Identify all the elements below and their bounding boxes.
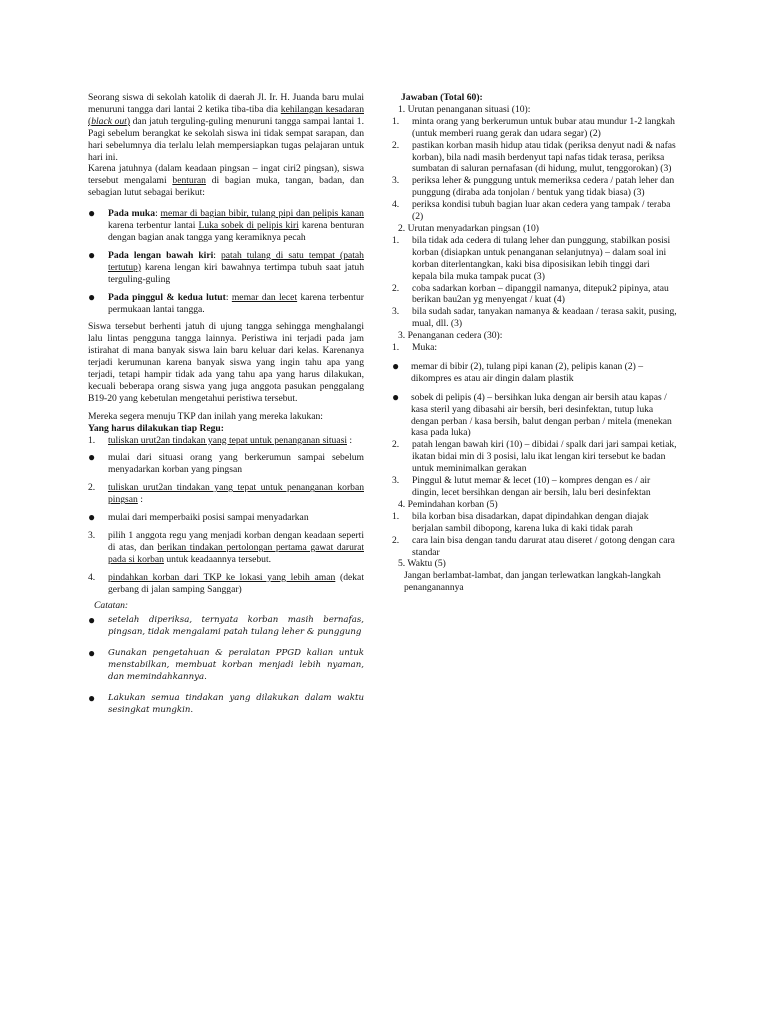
text-segment: Seorang siswa di sekolah katolik di daerah Jl. Ir. H. Juanda baru mulai menuruni tangga dari lantai 2 ketika tiba-tiba dia bbox=[88, 92, 364, 115]
item-number: 1. bbox=[392, 342, 400, 354]
answer-item bbox=[392, 439, 677, 475]
item-number: 1. bbox=[392, 234, 400, 246]
section-1-heading: 1. Urutan penanganan situasi (10): bbox=[398, 103, 531, 115]
section-1-list bbox=[392, 116, 677, 223]
bullet-icon: ● bbox=[88, 646, 96, 661]
item-text: bila sudah sadar, tanyakan namanya & keadaan / terasa sakit, pusing, mual, dll. (3) bbox=[412, 306, 677, 330]
item-text: bila tidak ada cedera di tulang leher dan punggung, stabilkan posisi korban (disiapkan untuk penanganan selanjutnya) – dalam soal ini korban diterlentangkan, kaki bisa diposisikan lebih tinggi dari kepala bila muka tampak pucat (3) bbox=[412, 234, 671, 282]
answer-item bbox=[392, 235, 677, 283]
answer-item bbox=[392, 175, 677, 199]
item-number: 2. bbox=[392, 139, 400, 151]
text-segment: karena terbentur permukaan lantai tangga. bbox=[108, 291, 364, 315]
answer-item bbox=[392, 389, 677, 440]
bullet-icon: ● bbox=[88, 690, 96, 705]
section-5-text: Jangan berlambat-lambat, dan jangan terlewatkan langkah-langkah penanganannya bbox=[404, 570, 661, 594]
section-3-list bbox=[392, 342, 677, 499]
text-segment: (dekat gerbang di jalan samping Sanggar) bbox=[108, 571, 364, 595]
section-2-heading: 2. Urutan menyadarkan pingsan (10) bbox=[398, 222, 539, 234]
item-text: Pinggul & lutut memar & lecet (10) – kompres dengan es / air dingin, lecet bersihkan dengan air bersih, lalu beri desinfektan bbox=[412, 475, 651, 498]
task-item bbox=[88, 452, 364, 476]
item-text bbox=[108, 250, 364, 286]
item-number: 4. bbox=[392, 199, 400, 211]
text-segment: : bbox=[155, 208, 161, 220]
task-item bbox=[88, 435, 364, 447]
bullet-icon: ● bbox=[88, 613, 96, 628]
notes-heading: Catatan: bbox=[94, 599, 129, 611]
item-text bbox=[108, 512, 364, 524]
item-text: pastikan korban masih hidup atau tidak (periksa denyut nadi & nafas korban), bila nadi masih berdenyut tapi nafas tidak terasa, periksa sumbatan di saluran pernafasan (di hidung, mulut, tenggorokan) (3) bbox=[412, 139, 676, 175]
text-segment: karena terbentur lantai bbox=[108, 220, 199, 232]
item-number: 2. bbox=[88, 482, 96, 494]
section-4-heading: 4. Pemindahan korban (5) bbox=[398, 498, 498, 510]
right-column bbox=[392, 92, 677, 594]
text-segment: mulai dari memperbaiki posisi sampai menyadarkan bbox=[108, 512, 309, 524]
bullet-icon: ● bbox=[88, 510, 96, 525]
section-3-heading: 3. Penanganan cedera (30): bbox=[398, 330, 503, 342]
answer-item bbox=[392, 306, 677, 330]
item-text: Muka: bbox=[412, 342, 438, 354]
answer-item bbox=[392, 358, 677, 385]
bullet-icon: ● bbox=[392, 389, 400, 404]
item-text: bila korban bisa disadarkan, dapat dipindahkan dengan diajak berjalan sambil dibopong, karena luka di kaki tidak parah bbox=[412, 510, 649, 534]
item-number: 1. bbox=[392, 115, 400, 127]
text-segment: Karena jatuhnya (dalam keadaan pingsan – ingat ciri2 pingsan), siswa tersebut mengalami bbox=[88, 163, 364, 187]
bullet-icon: ● bbox=[392, 358, 400, 373]
item-text: cara lain bisa dengan tandu darurat atau diseret / gotong dengan cara standar bbox=[412, 534, 675, 558]
text-segment: mulai dari situasi orang yang berkerumun sampai sebelum menyadarkan korban yang pingsan bbox=[108, 452, 364, 476]
text-segment: karena lengan kiri bawahnya tertimpa tubuh saat jatuh terguling-guling bbox=[108, 261, 364, 285]
bold-text: Pada muka bbox=[108, 208, 156, 220]
note-item bbox=[88, 690, 364, 717]
injury-item bbox=[88, 289, 364, 316]
text-segment: : bbox=[137, 494, 143, 506]
bullet-icon: ● bbox=[88, 247, 96, 262]
underlined-text: Luka sobek di pelipis kiri bbox=[198, 220, 299, 232]
notes-list bbox=[88, 615, 364, 716]
item-text: memar di bibir (2), tulang pipi kanan (2), pelipis kanan (2) – dikompres es atau air dingin dalam plastik bbox=[411, 360, 644, 384]
item-text bbox=[108, 572, 364, 596]
underlined-text: benturan bbox=[172, 175, 206, 187]
bullet-icon: ● bbox=[88, 206, 96, 221]
section-4-list bbox=[392, 511, 677, 559]
bold-text: Pada lengan bawah kiri bbox=[108, 249, 214, 261]
item-text: patah lengan bawah kiri (10) – dibidai / spalk dari jari sampai ketiak, ikatan bidai min di 3 posisi, lalu ikat lengan kiri tersebut ke badan untuk meminimalkan gerakan bbox=[412, 439, 677, 475]
item-text bbox=[108, 435, 364, 447]
item-number: 1. bbox=[88, 434, 96, 446]
item-text bbox=[108, 208, 364, 244]
underlined-text: berikan tindakan pertolongan pertama gawat darurat pada si korban bbox=[108, 541, 364, 565]
item-text: coba sadarkan korban – dipanggil namanya, ditepuk2 pipinya, atau berikan bau2an yg menyengat / kuat (4) bbox=[412, 282, 669, 306]
item-text bbox=[108, 292, 364, 316]
answer-item bbox=[392, 342, 677, 354]
injury-intro-paragraph bbox=[88, 163, 364, 199]
underlined-text: tuliskan urut2an tindakan yang tepat untuk penanganan korban pingsan bbox=[108, 482, 364, 506]
text-segment: dan jatuh terguling-guling menuruni tangga sampai lantai 1. Pagi sebelum berangkat ke sekolah siswa ini tidak sempat sarapan, dan hari sebelumnya dia terlalu lelah mempersiapkan tugas pelajaran untuk hari ini. bbox=[88, 115, 365, 163]
bullet-icon: ● bbox=[88, 289, 96, 304]
item-text bbox=[108, 482, 364, 506]
underlined-text: kehilangan kesadaran ( bbox=[88, 103, 364, 127]
answer-item bbox=[392, 475, 677, 499]
answer-item bbox=[392, 511, 677, 535]
section-5-heading: 5. Waktu (5) bbox=[398, 558, 446, 570]
note-text: Lakukan semua tindakan yang dilakukan dalam waktu sesingkat mungkin. bbox=[108, 692, 364, 715]
task-list bbox=[88, 435, 364, 596]
bold-text: Pada pinggul & kedua lutut bbox=[108, 291, 226, 303]
text-segment: : bbox=[347, 434, 353, 446]
tkp-paragraph: Mereka segera menuju TKP dan inilah yang mereka lakukan: bbox=[88, 410, 323, 422]
item-text bbox=[108, 452, 364, 476]
injury-list bbox=[88, 208, 364, 315]
item-text: periksa leher & punggung untuk memeriksa cedera / patah leher dan punggung (diraba ada tonjolan / bentuk yang tidak biasa) (3) bbox=[412, 175, 675, 199]
task-item bbox=[88, 512, 364, 524]
task-item bbox=[88, 530, 364, 566]
note-text: Gunakan pengetahuan & peralatan PPGD kalian untuk menstabilkan, membuat korban menjadi lebih nyaman, dan memindahkannya. bbox=[108, 648, 364, 683]
item-number: 2. bbox=[392, 282, 400, 294]
item-number: 3. bbox=[392, 475, 400, 487]
text-segment: : bbox=[225, 291, 232, 303]
underlined-text: memar di bagian bibir, tulang pipi dan pelipis kanan bbox=[160, 208, 364, 220]
note-text: setelah diperiksa, ternyata korban masih bernafas, pingsan, tidak mengalami patah tulang leher & punggung bbox=[108, 615, 364, 638]
item-number: 3. bbox=[392, 175, 400, 187]
answer-heading: Jawaban (Total 60): bbox=[401, 92, 483, 103]
answer-item bbox=[392, 199, 677, 223]
item-number: 1. bbox=[392, 510, 400, 522]
note-item bbox=[88, 615, 364, 639]
item-text: sobek di pelipis (4) – bersihkan luka dengan air bersih atau kapas / kasa steril yang dibasahi air bersih, beri desinfektan, tutup luka dengan perban / kasa bersih, balut dengan perban / mitela (menekan kasa pada luka) bbox=[411, 391, 672, 439]
item-text: minta orang yang berkerumun untuk bubar atau mundur 1-2 langkah (untuk memberi ruang gerak dan udara segar) (2) bbox=[412, 115, 675, 139]
item-number: 2. bbox=[392, 534, 400, 546]
intro-paragraph bbox=[88, 92, 364, 163]
task-item bbox=[88, 482, 364, 506]
text-segment: pilih 1 anggota regu yang menjadi korban dengan keadaan seperti di atas, dan bbox=[108, 530, 364, 553]
injury-item bbox=[88, 247, 364, 286]
underlined-text: black out bbox=[91, 115, 127, 127]
item-text bbox=[108, 530, 364, 566]
left-column bbox=[88, 92, 364, 717]
item-number: 3. bbox=[88, 530, 96, 541]
text-segment: untuk keadaannya tersebut. bbox=[163, 553, 272, 565]
underlined-text: ) bbox=[126, 115, 131, 127]
item-text: periksa kondisi tubuh bagian luar akan cedera yang tampak / teraba (2) bbox=[412, 199, 671, 223]
text-segment: karena benturan dengan bagian anak tangga yang keramiknya pecah bbox=[108, 220, 364, 243]
item-number: 4. bbox=[88, 571, 96, 583]
underlined-text: tuliskan urut2an tindakan yang tepat untuk penanganan situasi bbox=[108, 434, 347, 446]
item-number: 2. bbox=[392, 439, 400, 451]
item-number: 3. bbox=[392, 306, 400, 318]
bullet-icon: ● bbox=[88, 450, 96, 465]
injury-item bbox=[88, 208, 364, 244]
situation-paragraph: Siswa tersebut berhenti jatuh di ujung tangga sehingga menghalangi lalu lintas pengguna tangga lainnya. Peristiwa ini terjadi pada jam istirahat di mana banyak siswa lain baru keluar dari kelas. Karenanya terjadi kerumunan karena banyak siswa yang ingin tahu apa yang terjadi, tetapi hampir tidak ada yang tahu apa yang harus dilakukan, kecuali beberapa orang siswa yang juga anggota pasukan penggalang B19-20 yang kebetulan mengetahui peristiwa tersebut. bbox=[88, 321, 364, 404]
answer-item bbox=[392, 116, 677, 140]
task-item bbox=[88, 572, 364, 596]
underlined-text: patah tulang di satu tempat (patah tertutup) bbox=[108, 249, 364, 273]
text-segment: di bagian muka, tangan, badan, dan sebagian lutut sebagai berikut: bbox=[88, 175, 364, 199]
section-2-list bbox=[392, 235, 677, 330]
text-segment: : bbox=[213, 249, 221, 261]
underlined-text: memar dan lecet bbox=[231, 291, 298, 303]
answer-item bbox=[392, 140, 677, 176]
underlined-text: pindahkan korban dari TKP ke lokasi yang lebih aman bbox=[108, 571, 336, 583]
answer-item bbox=[392, 283, 677, 307]
tasks-heading: Yang harus dilakukan tiap Regu: bbox=[88, 422, 224, 434]
answer-item bbox=[392, 535, 677, 559]
note-item bbox=[88, 648, 364, 684]
